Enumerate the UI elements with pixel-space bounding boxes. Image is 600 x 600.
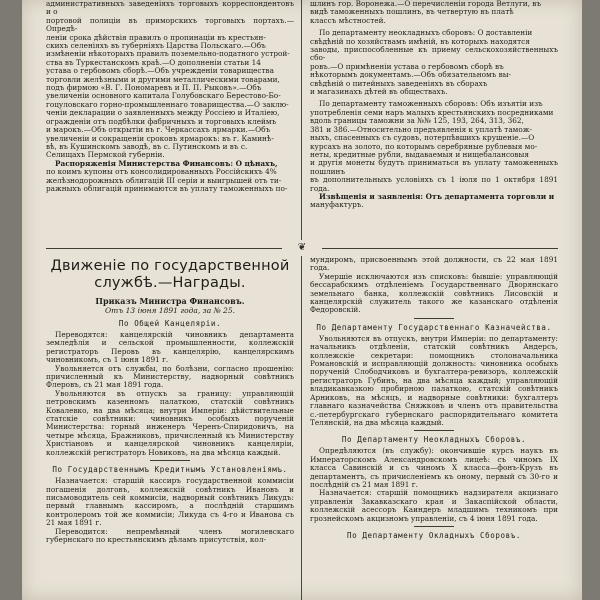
order-heading: Приказъ Министра Финансовъ. [95,296,245,306]
text-line: По департаменту таможенныхъ сборовъ: Объ изъятіи изъ [319,99,543,109]
text-line: Извѣщенія и заявленія: Отъ департамента торговли и [319,191,555,201]
text-line: по коимъ купоны отъ консолидированныхъ Россійскихъ 4% [46,167,277,177]
text-line: подъ фирмою «В. Г. Пономаревъ и П. П. Рыковъ».—Объ [46,83,262,93]
section-heading: По Государственнымъ Кредитнымъ Установленіямъ. [52,465,288,475]
text-line: неты, кредитные рубли, выдаваемыя и нищебалансовыя [310,149,529,159]
text-line: огражденіи отъ подбѣлки фабричныхъ и торговыхъ клеймъ [46,116,277,126]
column-divider [301,0,302,240]
text-line: устава о гербовомъ сборѣ.—Объ учрежденіи товарищества [46,66,275,76]
divider [414,430,454,431]
paragraph: мундиромъ, присвоеннымъ этой должности, съ 22 мая 1891 года. [310,256,558,273]
section-heading: По Департаменту Неокладныхъ Сборовъ. [341,435,527,445]
text-line: Распоряженія Министерства Финансовъ: О цѣнахъ, [55,158,278,168]
paragraph: Опредѣляются (въ службу): окончившіе курсъ наукъ въ Императорскомъ Александровскомъ лицеѣ: съ чиномъ IX класса Савинскій и съ чиномъ X класса—фонъ-Крузъ въ департаментъ, съ причисленіемъ къ оному, первый съ 30-го и послѣдній съ 21 мая 1891 г. [310,446,558,489]
paragraph: Увольняются въ отпускъ за границу: управляющій петровскимъ казенномъ палаткою, статскій совѣтникъ Ковалевко, на два мѣсяца; внутри Имперіи: дѣйствительные статскіе совѣтники: чиновникъ особыхъ порученій Министерства: горный инженеръ Черенъ-Спиридовичъ, на четыре мѣсяца, Бражниковъ, причисленный къ Министерству Христіановъ и канцелярской чиновникъ канцеляріи, коллежскій регистраторъ Новиковъ, на два мѣсяца каждый. [46,388,294,457]
text-line: употребленія семи наръ малыхъ крестьянскихъ посредниками [310,107,554,117]
paragraph: Увольняются въ отпускъ, внутри Имперіи: по департаменту: начальникъ отдѣленія, статскій совѣтникъ Андерсъ, коллежскіе секретари: помощникъ столоначальника Романовскій и исправляющій должность: чиновника особыхъ порученій Слободчиковъ и бухгалтера-ревизоръ, коллежскій регистраторъ Губинъ, на два мѣсяца каждый; управляющій владикавказкою пробирною палаткою, статскій совѣтникъ Арниковъ, на мѣсяцъ, и надворные совѣтники: бухгалтеръ главнаго казначейства Сняжковъ и членъ отъ правительства с.-петербургскаго губернскаго распорядительнаго комитета Телянскій, на два мѣсяца каждый. [310,333,558,427]
text-line: измѣненіи нѣкоторыхъ правилъ поземельно-податного устрой- [46,49,290,59]
column-divider [301,256,302,600]
divider [150,460,190,461]
text-line: нѣкоторымъ документамъ.—Объ обязательномъ вы- [310,70,511,80]
paragraph: Увольняется отъ службы, по болѣзни, согласно прошенію: причисленный къ Министерству, надворный совѣтникъ Флеровъ, съ 21 мая 1891 года. [46,363,294,390]
text-line: ченіи декларации о заявленныхъ между Россіею и Италіею, [46,108,280,118]
bottom-right-column [310,256,558,600]
paragraph: Назначается: старшій кассиръ государственной коммисіи погашенія долговъ, коллежскій совѣтникъ Ивановъ и письмоводитель сей коммисіи, надворный совѣтникъ Ликудъ: первый главнымъ кассиромъ, а послѣдній старшимъ контролеромъ той же коммисіи; Ликуда съ 4-го и Иванова съ 21 мая 1891 г. [46,476,294,528]
order-date: Отъ 13 іюня 1891 года, за № 25. [105,306,235,315]
text-line: скихъ селеніяхъ въ губерніяхъ Царства Польскаго.—Объ [46,41,266,51]
ornament-icon: ❦ [297,242,307,253]
text-line: шлинъ гор. Воронежа.—О перечисленіи города Ветлуги, въ [310,0,542,8]
text-line: портовой полиціи въ приморскихъ торговыхъ портахъ.—Опредѣ- [46,15,294,34]
text-line: и марокъ.—Объ открытіи въ г. Черкассахъ ярмарки.—Объ [46,125,271,135]
text-line: и магазинахъ дѣтей въ обществахъ. [310,87,448,97]
text-line: вдоль границы таможни за №№ 125, 193, 264, 313, 362, [310,116,524,126]
text-line: въ дополнительныхъ условіяхъ съ 1 іюля по 1 октября 1891 года. [310,175,558,193]
text-line: увеличеніи основного капитала Голубовскаго Берестово-Бо- [46,91,281,101]
divider [414,526,454,527]
text-line: леніи срока дѣйствія правилъ о пропинаціи въ крестьян- [46,32,266,42]
text-line: классъ мѣстностей. [310,15,386,25]
text-line: 381 и 386.—Относительно предъявленія к уплатѣ тамож- [310,124,532,134]
text-line: гоцуловскаго горно-промышленнаго товарищества.—О заклю- [46,99,289,109]
text-line: вѣ, въ Кушинскомъ заводѣ, въ с. Путинскомъ и въ с. [46,141,248,151]
section-heading: По Общей Канцеляріи. [118,319,222,328]
newspaper-page [22,0,582,600]
text-line: Селищахъ Пермской губерніи. [46,150,165,160]
section-separator [322,248,558,249]
text-line: курсахъ на золото, по которымъ серебряные рублевыя мо- [310,141,538,151]
top-right-column [310,0,558,238]
section-separator [46,248,282,249]
text-line: ства въ Туркестанскомъ краѣ.—О дополненіи статьи 14 [46,57,261,67]
text-line: административныхъ заведеніяхъ торговыхъ корреспондентовъ и о [46,0,294,17]
bottom-left-column [46,256,294,600]
text-line: увеличеніи и сокращеніи сроковъ ярмарокъ: въ г. Каминѣ- [46,133,274,143]
text-line: ныхъ, спасенныхъ съ судовъ, потерпѣвшихъ крушеніе.—О [310,133,535,143]
text-line: желѣзнодорожныхъ облигацій III серіи и выигрышей отъ ти- [46,175,282,185]
paragraph: Назначается: старшій помощникъ надзирателя акцизнаго управленія Закавказскаго края и Закаспійской области, коллежскій асессоръ Каиндеръ младшимъ техникомъ при грознейскомъ акцизномъ управленіи, съ 4 іюня 1891 года. [310,488,558,523]
divider [414,318,454,319]
article-title: Движеніе по государственной службѣ.—Награды. [50,258,290,291]
text-line: мануфактуръ. [310,200,364,210]
text-line: заводы, приспособленные къ приему сельскохозяйственныхъ сбо- [310,45,558,63]
top-left-column [46,0,294,238]
text-line: видѣ таможенныхъ пошлинъ, въ четвертую въ платѣ [310,7,514,17]
section-heading: По Департаменту Окладныхъ Сборовъ. [347,530,521,540]
text-line: торговли желѣзными и другими металлическими товарами, [46,74,280,84]
paragraph: Переводятся: канцелярскій чиновникъ департамента земледѣлія и сельской промышленности, коллежскій регистраторъ Перовъ въ канцелярію, канцелярскимъ чиновникомъ, съ 1 іюня 1891 г. [46,330,294,365]
text-line: ражныхъ облигацій принимаются въ уплату таможенныхъ по- [46,183,288,193]
text-line: По департаменту неокладныхъ сборовъ: О доставленіи [319,28,533,38]
text-line: и другія монеты будутъ приниматься въ уплату таможенныхъ пошлинъ [310,158,558,176]
section-heading: По Департаменту Государственнаго Казначейства. [316,322,552,332]
text-line: ровъ.—О примѣненіи устава о гербовомъ сборѣ въ [310,61,504,71]
paragraph: Умершіе исключаются изъ списковъ: бывшіе: управляющій бессарабскимъ отдѣленіемъ Государственнаго Дворянскаго земельнаго банка, коллежскій совѣтникъ Лисовскій и канцелярскій служитель такого же казанскаго отдѣленія Федоровскій. [310,271,558,315]
text-line: свѣдѣній о питейныхъ заведеніяхъ въ сборахъ [310,78,488,88]
text-line: свѣдѣній по хозяйствамъ имѣній, въ которыхъ находятся [310,36,530,46]
paragraph: Переводится: непремѣнный членъ могилевскаго губернскаго по крестьянскимъ дѣламъ присутствія, кол- [46,526,294,544]
